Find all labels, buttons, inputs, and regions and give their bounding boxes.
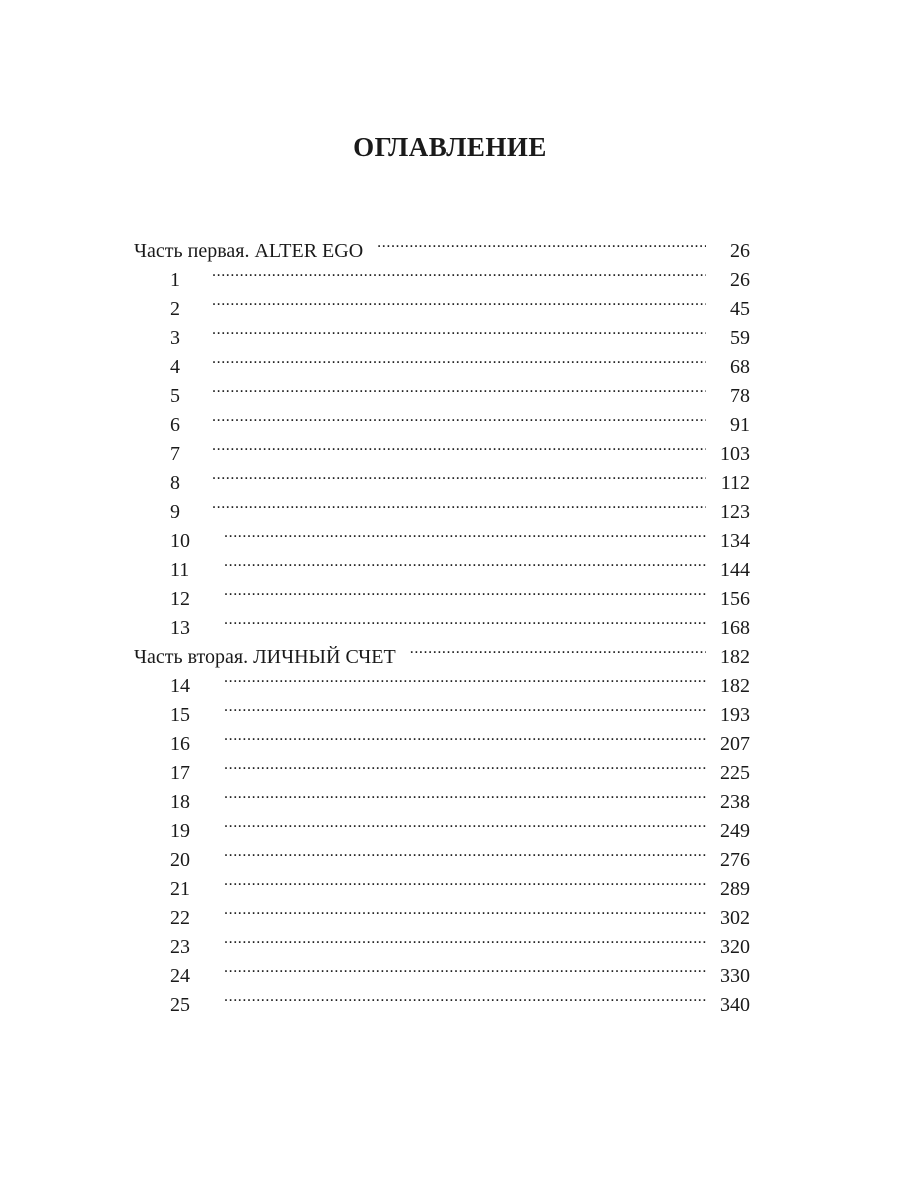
dot-leader xyxy=(212,257,706,286)
chapter-number: 4 xyxy=(170,356,180,378)
page-number: 134 xyxy=(720,530,750,552)
chapter-number: 24 xyxy=(170,965,190,987)
page-number: 340 xyxy=(720,994,750,1016)
chapter-number: 21 xyxy=(170,878,190,900)
chapter-number: 5 xyxy=(170,385,180,407)
chapter-number: 15 xyxy=(170,704,190,726)
chapter-number: 22 xyxy=(170,907,190,929)
page-number: 123 xyxy=(720,501,750,523)
toc-chapter-entry[interactable] xyxy=(134,605,750,639)
dot-leader xyxy=(377,228,706,257)
chapter-number: 1 xyxy=(170,269,180,291)
toc-chapter-entry[interactable] xyxy=(134,431,750,465)
dot-leader xyxy=(212,286,706,315)
dot-leader xyxy=(212,344,706,373)
page-number: 45 xyxy=(730,298,750,320)
page-number: 302 xyxy=(720,907,750,929)
toc-chapter-entry[interactable] xyxy=(134,576,750,610)
page-number: 182 xyxy=(720,646,750,668)
toc-chapter-entry[interactable] xyxy=(134,721,750,755)
chapter-number: 20 xyxy=(170,849,190,871)
chapter-number: 13 xyxy=(170,617,190,639)
toc-chapter-entry[interactable] xyxy=(134,982,750,1016)
toc-chapter-entry[interactable] xyxy=(134,286,750,320)
dot-leader xyxy=(224,518,706,547)
dot-leader xyxy=(224,750,706,779)
chapter-number: 19 xyxy=(170,820,190,842)
page-number: 182 xyxy=(720,675,750,697)
chapter-number: 12 xyxy=(170,588,190,610)
chapter-number: 17 xyxy=(170,762,190,784)
toc-chapter-entry[interactable] xyxy=(134,344,750,378)
toc-part-entry[interactable] xyxy=(134,228,750,262)
toc-chapter-entry[interactable] xyxy=(134,692,750,726)
toc-chapter-entry[interactable] xyxy=(134,489,750,523)
dot-leader xyxy=(212,315,706,344)
dot-leader xyxy=(224,721,706,750)
toc-chapter-entry[interactable] xyxy=(134,373,750,407)
page-number: 289 xyxy=(720,878,750,900)
toc-chapter-entry[interactable] xyxy=(134,315,750,349)
chapter-number: 7 xyxy=(170,443,180,465)
page-number: 68 xyxy=(730,356,750,378)
page-number: 26 xyxy=(730,240,750,262)
page-number: 193 xyxy=(720,704,750,726)
chapter-number: 3 xyxy=(170,327,180,349)
toc-chapter-entry[interactable] xyxy=(134,895,750,929)
dot-leader xyxy=(224,779,706,808)
dot-leader xyxy=(224,866,706,895)
page-number: 225 xyxy=(720,762,750,784)
dot-leader xyxy=(224,982,706,1011)
dot-leader xyxy=(224,663,706,692)
dot-leader xyxy=(224,837,706,866)
page-number: 112 xyxy=(720,472,750,494)
page-number: 168 xyxy=(720,617,750,639)
dot-leader xyxy=(224,808,706,837)
chapter-number: 16 xyxy=(170,733,190,755)
toc-part-entry[interactable] xyxy=(134,634,750,668)
chapter-number: 6 xyxy=(170,414,180,436)
page-number: 103 xyxy=(720,443,750,465)
toc-chapter-entry[interactable] xyxy=(134,924,750,958)
dot-leader xyxy=(224,576,706,605)
dot-leader xyxy=(410,634,706,663)
dot-leader xyxy=(212,431,706,460)
page-number: 320 xyxy=(720,936,750,958)
chapter-number: 2 xyxy=(170,298,180,320)
page-number: 59 xyxy=(730,327,750,349)
page-number: 249 xyxy=(720,820,750,842)
chapter-number: 25 xyxy=(170,994,190,1016)
page-number: 78 xyxy=(730,385,750,407)
toc-chapter-entry[interactable] xyxy=(134,518,750,552)
page-title: ОГЛАВЛЕНИЕ xyxy=(353,132,547,162)
chapter-number: 9 xyxy=(170,501,180,523)
page-number: 276 xyxy=(720,849,750,871)
dot-leader xyxy=(224,692,706,721)
dot-leader xyxy=(224,605,706,634)
dot-leader xyxy=(224,924,706,953)
dot-leader xyxy=(224,547,706,576)
page-number: 238 xyxy=(720,791,750,813)
part-title: Часть первая. ALTER EGO xyxy=(134,240,364,262)
page-number: 207 xyxy=(720,733,750,755)
dot-leader xyxy=(212,373,706,402)
toc-chapter-entry[interactable] xyxy=(134,866,750,900)
chapter-number: 10 xyxy=(170,530,190,552)
dot-leader xyxy=(224,953,706,982)
part-title: Часть вторая. ЛИЧНЫЙ СЧЕТ xyxy=(134,646,396,668)
toc-chapter-entry[interactable] xyxy=(134,837,750,871)
table-of-contents xyxy=(134,228,750,1016)
toc-chapter-entry[interactable] xyxy=(134,779,750,813)
chapter-number: 23 xyxy=(170,936,190,958)
page-number: 330 xyxy=(720,965,750,987)
page-number: 144 xyxy=(720,559,750,581)
chapter-number: 11 xyxy=(170,559,190,581)
dot-leader xyxy=(212,489,706,518)
dot-leader xyxy=(224,895,706,924)
toc-chapter-entry[interactable] xyxy=(134,750,750,784)
toc-chapter-entry[interactable] xyxy=(134,953,750,987)
toc-chapter-entry[interactable] xyxy=(134,663,750,697)
chapter-number: 18 xyxy=(170,791,190,813)
toc-chapter-entry[interactable] xyxy=(134,547,750,581)
dot-leader xyxy=(212,402,706,431)
page-number: 91 xyxy=(730,414,750,436)
chapter-number: 8 xyxy=(170,472,180,494)
page-number: 26 xyxy=(730,269,750,291)
chapter-number: 14 xyxy=(170,675,190,697)
toc-chapter-entry[interactable] xyxy=(134,808,750,842)
toc-chapter-entry[interactable] xyxy=(134,402,750,436)
dot-leader xyxy=(212,460,706,489)
toc-chapter-entry[interactable] xyxy=(134,460,750,494)
toc-chapter-entry[interactable] xyxy=(134,257,750,291)
page-number: 156 xyxy=(720,588,750,610)
